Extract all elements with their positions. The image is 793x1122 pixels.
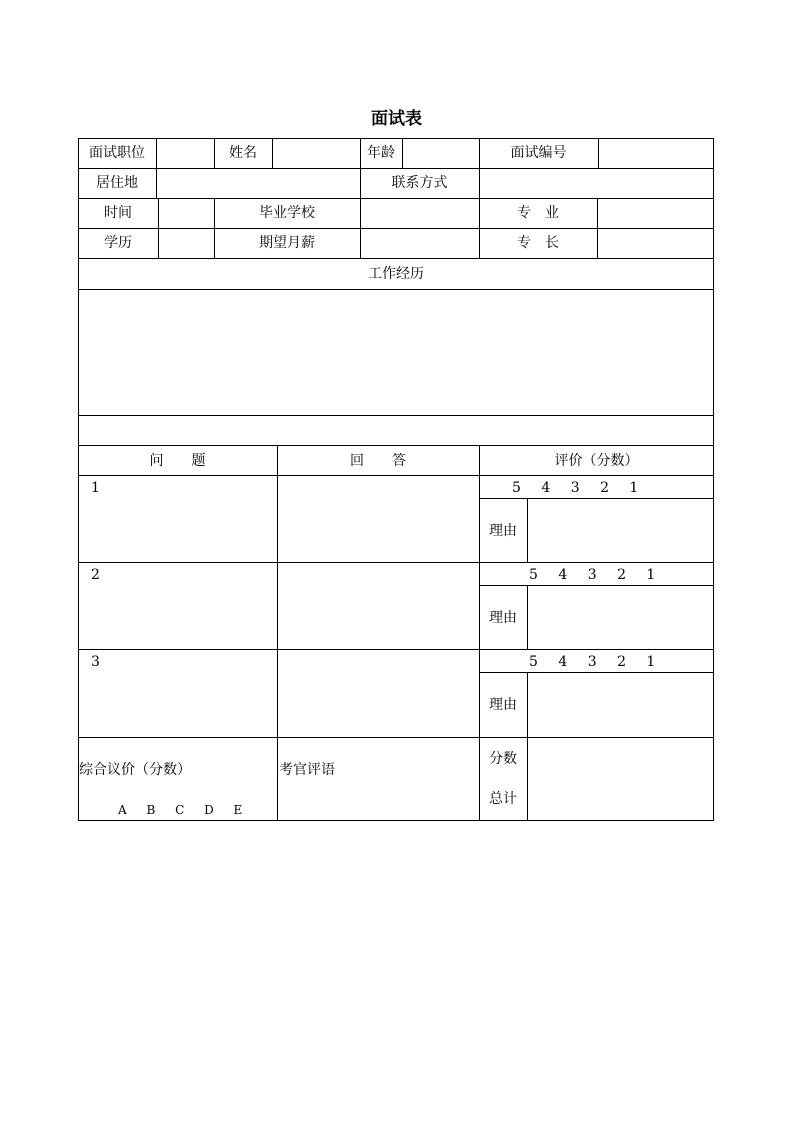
col-divider bbox=[360, 198, 361, 258]
header-evaluation: 评价（分数） bbox=[554, 453, 639, 469]
label-contact: 联系方式 bbox=[391, 175, 448, 191]
col-divider bbox=[597, 198, 598, 258]
table-border-top bbox=[78, 138, 714, 139]
reason-label: 理由 bbox=[489, 610, 517, 626]
grade-options: A B C D E bbox=[118, 803, 243, 817]
score-scale: 5 4 3 2 1 bbox=[529, 567, 656, 583]
table-border-right bbox=[713, 138, 714, 821]
page-title: 面试表 bbox=[371, 109, 422, 129]
label-expected-salary: 期望月薪 bbox=[259, 235, 315, 251]
label-total: 总计 bbox=[489, 791, 517, 807]
row-divider bbox=[78, 198, 714, 199]
row-divider bbox=[78, 228, 714, 229]
col-divider bbox=[272, 138, 273, 168]
label-time: 时间 bbox=[104, 205, 132, 221]
col-divider bbox=[598, 138, 599, 168]
label-graduation-school: 毕业学校 bbox=[259, 205, 315, 221]
row-divider bbox=[78, 737, 714, 738]
col-divider bbox=[277, 445, 278, 821]
label-examiner-comment: 考官评语 bbox=[279, 762, 335, 778]
row-divider bbox=[78, 258, 714, 259]
row-divider bbox=[78, 168, 714, 169]
label-education: 学历 bbox=[104, 235, 132, 251]
reason-divider bbox=[527, 672, 528, 737]
col-divider bbox=[156, 138, 157, 168]
score-divider bbox=[479, 672, 714, 673]
col-divider bbox=[402, 138, 403, 168]
label-name: 姓名 bbox=[229, 145, 257, 161]
reason-divider bbox=[527, 585, 528, 649]
label-residence: 居住地 bbox=[96, 175, 138, 191]
table-border-bottom bbox=[78, 820, 714, 821]
row-divider bbox=[78, 475, 714, 476]
reason-label: 理由 bbox=[489, 523, 517, 539]
row-divider bbox=[78, 415, 714, 416]
label-interview-position: 面试职位 bbox=[89, 145, 145, 161]
score-scale: 5 4 3 2 1 bbox=[529, 654, 656, 670]
interview-form-table bbox=[78, 138, 714, 821]
reason-label: 理由 bbox=[489, 697, 517, 713]
reason-divider bbox=[527, 737, 528, 821]
label-specialty: 专 长 bbox=[517, 235, 559, 251]
header-question: 问 题 bbox=[149, 453, 206, 469]
score-divider bbox=[479, 585, 714, 586]
col-divider bbox=[479, 168, 480, 198]
question-number: 2 bbox=[91, 567, 100, 583]
question-number: 1 bbox=[91, 480, 100, 496]
row-divider bbox=[78, 562, 714, 563]
row-divider bbox=[78, 445, 714, 446]
row-divider bbox=[78, 289, 714, 290]
label-score: 分数 bbox=[489, 751, 517, 767]
question-number: 3 bbox=[91, 654, 100, 670]
score-scale: 5 4 3 2 1 bbox=[512, 480, 639, 496]
reason-divider bbox=[527, 498, 528, 562]
label-age: 年龄 bbox=[367, 145, 395, 161]
col-divider bbox=[156, 168, 157, 198]
col-divider bbox=[158, 198, 159, 258]
label-interview-number: 面试编号 bbox=[510, 145, 567, 161]
row-divider bbox=[78, 649, 714, 650]
header-answer: 回 答 bbox=[350, 453, 406, 469]
section-work-experience: 工作经历 bbox=[368, 266, 424, 282]
label-major: 专 业 bbox=[517, 205, 559, 221]
label-overall-evaluation: 综合议价（分数） bbox=[79, 762, 191, 778]
score-divider bbox=[479, 498, 714, 499]
